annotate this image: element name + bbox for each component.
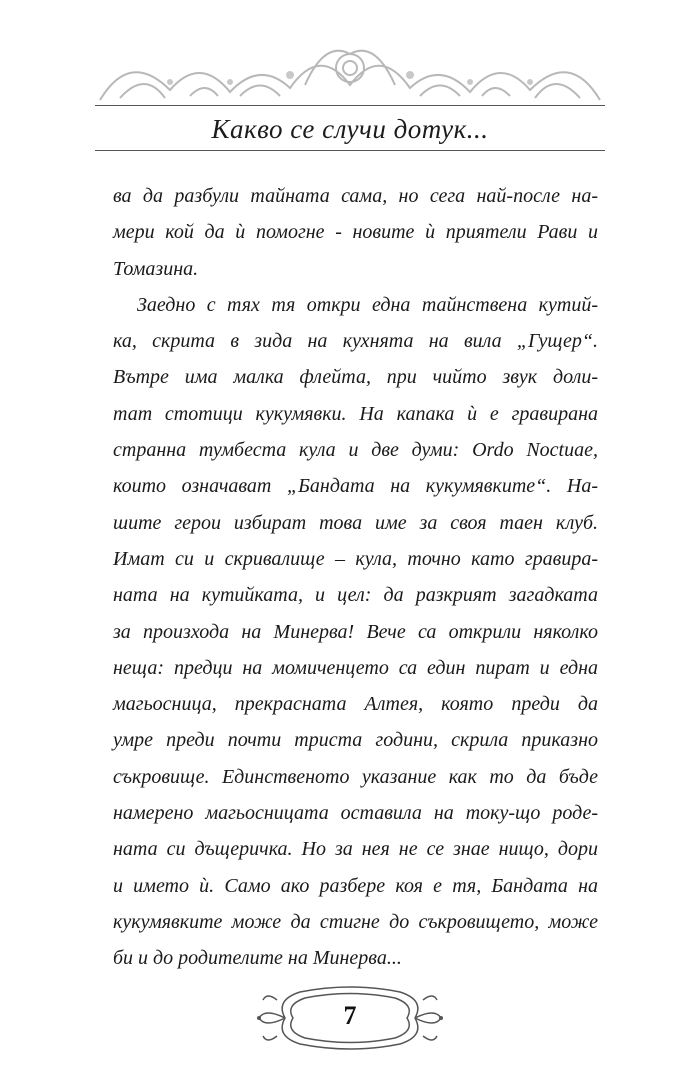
header-rule-bottom	[95, 150, 605, 151]
header-rule-top	[95, 105, 605, 106]
text-line: Заедно с тях тя откри една тайнствена кутий-	[137, 293, 598, 316]
text-line: ва да разбули тайната сама, но сега най-после на-	[113, 185, 598, 207]
text-line: които означават „Бандата на кукумявките“. На-	[113, 475, 598, 498]
text-line: шите герои избират това име за своя таен клуб.	[113, 511, 598, 534]
header-ornament-icon	[90, 30, 610, 110]
text-line: странна тумбеста кула и две думи: Ordo Noctuae,	[113, 439, 598, 462]
text-line: мери кой да ѝ помогне - новите ѝ приятели Рави и	[113, 221, 598, 244]
text-line: неща: предци на момиченцето са един пират и една	[113, 656, 598, 679]
text-line: Томазина.	[113, 257, 199, 280]
text-line: тат стотици кукумявки. На капака ѝ е гравирана	[113, 402, 598, 425]
text-line: ната на кутийката, и цел: да разкрият загадката	[113, 584, 598, 607]
text-line: би и до родителите на Минерва...	[113, 947, 402, 970]
text-line: намерено магьосницата оставила на току-що роде-	[113, 802, 598, 825]
body-text	[113, 178, 598, 977]
text-line: за произхода на Минерва! Вече са открили няколко	[113, 620, 598, 643]
text-line: кукумявките може да стигне до съкровището, може	[113, 910, 598, 933]
text-line: ната си дъщеричка. Но за нея не се знае нищо, дори	[113, 838, 598, 861]
running-header-title: Какво се случи дотук...	[211, 114, 489, 144]
text-line: и името ѝ. Само ако разбере коя е тя, Бандата на	[113, 874, 598, 897]
text-line: магьосница, прекрасната Алтея, която преди да	[113, 693, 598, 716]
text-line: съкровище. Единственото указание как то да бъде	[113, 765, 598, 788]
text-line: ка, скрита в зида на кухнята на вила „Гущер“.	[113, 330, 598, 353]
text-line: Имат си и скривалище – кула, точно като гравира-	[113, 547, 598, 570]
text-line: умре преди почти триста години, скрила приказно	[113, 729, 598, 752]
page-number: 7	[343, 1001, 357, 1030]
text-line: Вътре има малка флейта, при чийто звук доли-	[113, 366, 598, 389]
